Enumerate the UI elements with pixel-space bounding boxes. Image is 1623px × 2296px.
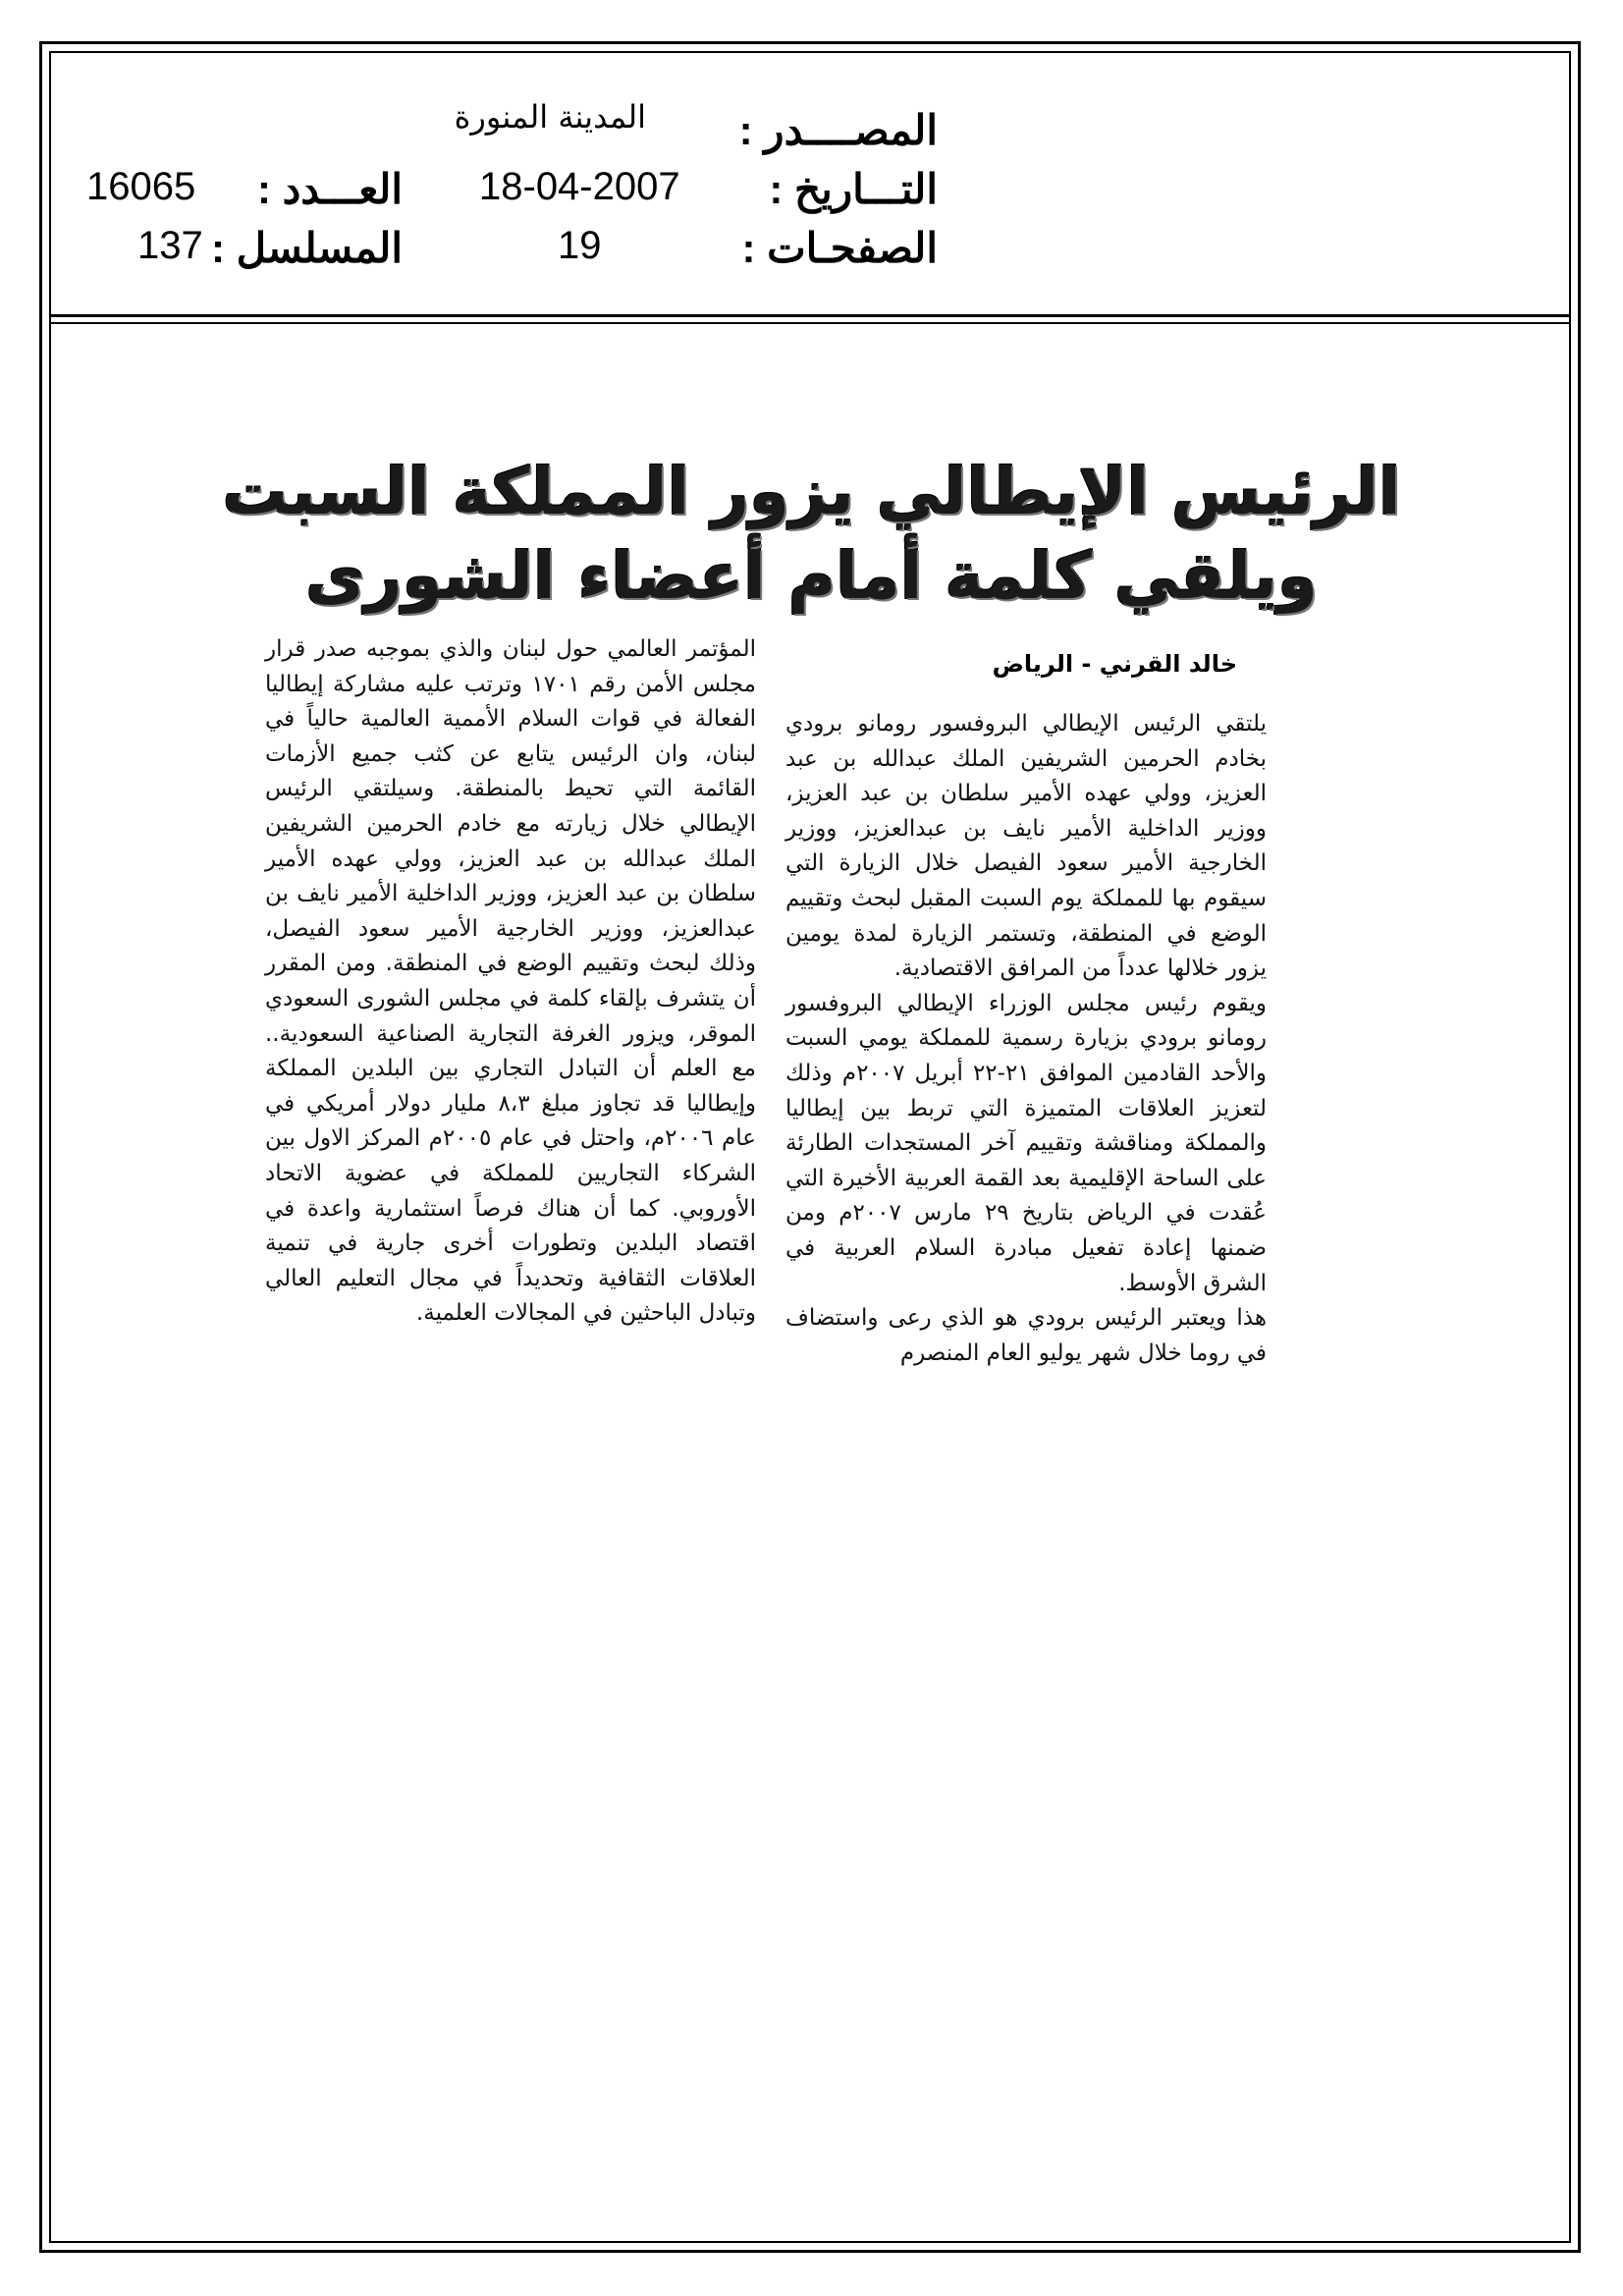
article-paragraph: المؤتمر العالمي حول لبنان والذي بموجبه صدر قرار مجلس الأمن رقم ١٧٠١ وترتب عليه مشاركة إيطاليا الفعالة في قوات السلام الأممية العالمية حالياً في لبنان، وان الرئيس يتابع عن كثب جميع الأزمات القائمة التي تحيط بالمنطقة. وسيلتقي الرئيس الإيطالي خلال زيارته مع خادم الحرمين الشريفين الملك عبدالله بن عبد العزيز، وولي عهده الأمير سلطان بن عبد العزيز، ووزير الداخلية الأمير نايف بن عبدالعزيز، ووزير الخارجية الأمير سعود الفيصل، وذلك لبحث وتقييم الوضع في المنطقة. ومن المقرر أن يتشرف بإلقاء كلمة في مجلس الشورى السعودي الموقر، ويزور الغرفة التجارية الصناعية السعودية.. مع العلم أن التبادل التجاري بين البلدين المملكة وإيطاليا قد تجاوز مبلغ ٨،٣ مليار دولار أمريكي في عام ٢٠٠٦م، واحتل في عام ٢٠٠٥م المركز الاول بين الشركاء التجاريين للمملكة في عضوية الاتحاد الأوروبي. كما أن هناك فرصاً استثمارية واعدة في اقتصاد البلدين وتطورات أخرى جارية في تنمية العلاقات الثقافية وتحديداً في مجال التعليم العالي وتبادل الباحثين في المجالات العلمية. [265, 636, 756, 1327]
pages-label: الصفحـات : [741, 225, 938, 271]
serial-value: 137 [137, 224, 203, 267]
source-label: المصــــدر : [738, 107, 938, 153]
headline-line-1: الرئيس الإيطالي يزور المملكة السبت [222, 454, 1401, 529]
article-column-left [265, 632, 756, 1332]
serial-label: المسلسل : [210, 225, 403, 271]
source-value: المدينة المنورة [454, 98, 646, 136]
issue-label: العـــدد : [256, 166, 403, 212]
article-paragraph: هذا ويعتبر الرئيس برودي هو الذي رعى واستضاف في روما خلال شهر يوليو العام المنصرم [785, 1305, 1267, 1366]
article-paragraph: ويقوم رئيس مجلس الوزراء الإيطالي البروفسور رومانو برودي بزيارة رسمية للمملكة يومي السبت والأحد القادمين الموافق ٢١-٢٢ أبريل ٢٠٠٧م وذلك لتعزيز العلاقات المتميزة التي تربط بين إيطاليا والمملكة ومناقشة وتقييم آخر المستجدات الطارئة على الساحة الإقليمية بعد القمة العربية الأخيرة التي عُقدت في الرياض بتاريخ ٢٩ مارس ٢٠٠٧م ومن ضمنها إعادة تفعيل مبادرة السلام العربية في الشرق الأوسط. [785, 990, 1267, 1296]
header-divider-top [49, 314, 1571, 317]
date-value: 18-04-2007 [479, 165, 680, 208]
byline: خالد القرني - الرياض [992, 650, 1237, 678]
header-divider-bottom [49, 322, 1571, 324]
date-label: التـــاريخ : [769, 166, 938, 212]
issue-value: 16065 [86, 165, 196, 208]
article-column-right [785, 707, 1267, 1371]
article-paragraph: يلتقي الرئيس الإيطالي البروفسور رومانو برودي بخادم الحرمين الشريفين الملك عبدالله بن عبد العزيز، وولي عهده الأمير سلطان بن عبد العزيز، ووزير الداخلية الأمير نايف بن عبدالعزيز، ووزير الخارجية الأمير سعود الفيصل خلال الزيارة التي سيقوم بها للمملكة يوم السبت المقبل لبحث وتقييم الوضع في المنطقة، وتستمر الزيارة لمدة يومين يزور خلالها عدداً من المرافق الاقتصادية. [785, 711, 1267, 982]
pages-value: 19 [558, 224, 602, 267]
headline-line-2: ويلقي كلمة أمام أعضاء الشورى [305, 538, 1318, 614]
